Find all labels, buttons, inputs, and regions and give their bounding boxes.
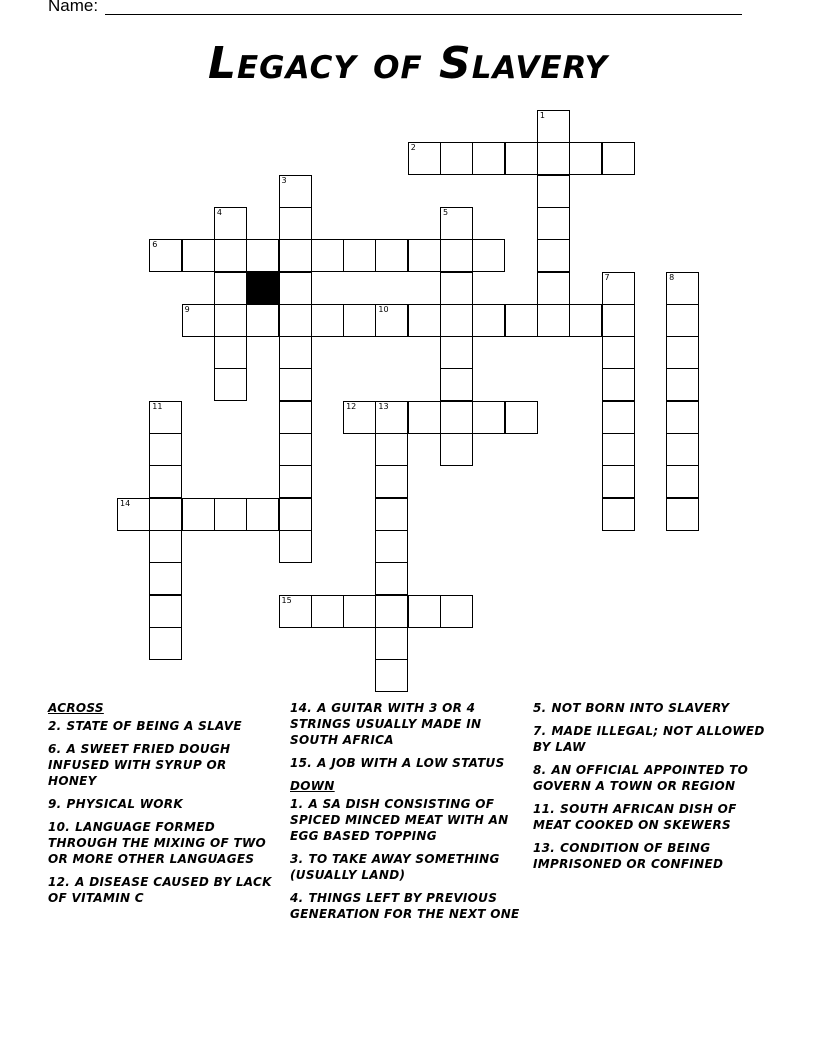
grid-cell[interactable] — [666, 401, 699, 434]
grid-cell[interactable] — [440, 207, 473, 240]
grid-cell[interactable] — [149, 433, 182, 466]
grid-cell[interactable] — [375, 239, 408, 272]
grid-cell[interactable] — [279, 304, 312, 337]
grid-cell[interactable] — [440, 336, 473, 369]
grid-cell[interactable] — [149, 239, 182, 272]
grid-cell[interactable] — [279, 530, 312, 563]
grid-cell[interactable] — [214, 272, 247, 305]
grid-cell[interactable] — [408, 304, 441, 337]
grid-cell[interactable] — [666, 304, 699, 337]
clue — [48, 819, 278, 867]
clue-text: A GUITAR WITH 3 OR 4 STRINGS USUALLY MADE IN SOUTH AFRICA — [290, 701, 482, 747]
grid-cell[interactable] — [246, 304, 279, 337]
grid-cell[interactable] — [440, 239, 473, 272]
clue-text: THINGS LEFT BY PREVIOUS GENERATION FOR THE NEXT ONE — [290, 891, 520, 921]
clue — [533, 762, 773, 794]
clue-number: 9. — [48, 797, 62, 811]
clue-number: 15. — [290, 756, 313, 770]
grid-cell[interactable] — [666, 272, 699, 305]
grid-cell[interactable] — [602, 368, 635, 401]
grid-cell[interactable] — [472, 401, 505, 434]
grid-cell[interactable] — [246, 239, 279, 272]
clue-number: 7 — [604, 272, 610, 282]
clue-number: 13. — [533, 841, 556, 855]
grid-cell[interactable] — [182, 498, 215, 531]
grid-cell[interactable] — [666, 465, 699, 498]
clue-text: A JOB WITH A LOW STATUS — [317, 756, 505, 770]
clue-text: A SA DISH CONSISTING OF SPICED MINCED MEAT WITH AN EGG BASED TOPPING — [290, 797, 509, 843]
grid-cell[interactable] — [505, 401, 538, 434]
grid-cell[interactable] — [279, 433, 312, 466]
grid-cell[interactable] — [375, 659, 408, 692]
grid-cell[interactable] — [214, 498, 247, 531]
grid-cell[interactable] — [375, 562, 408, 595]
clue — [290, 851, 526, 883]
grid-cell[interactable] — [666, 336, 699, 369]
clue-number: 11. — [533, 802, 556, 816]
clue-number: 15 — [281, 595, 292, 605]
clue-number: 10 — [378, 304, 389, 314]
grid-cell[interactable] — [279, 336, 312, 369]
clue-number: 1. — [290, 797, 304, 811]
clue-number: 6. — [48, 742, 62, 756]
grid-cell[interactable] — [375, 304, 408, 337]
clue-text: STATE OF BEING A SLAVE — [66, 719, 242, 733]
grid-cell[interactable] — [279, 368, 312, 401]
clue-number: 1 — [539, 111, 545, 120]
grid-cell[interactable] — [602, 272, 635, 305]
clue — [533, 801, 773, 833]
clue-text: A DISEASE CAUSED BY LACK OF VITAMIN C — [48, 875, 272, 905]
grid-cell[interactable] — [666, 368, 699, 401]
clue — [533, 700, 773, 716]
clue — [290, 890, 526, 922]
grid-cell[interactable] — [537, 207, 570, 240]
grid-cell[interactable] — [149, 465, 182, 498]
grid-cell[interactable] — [440, 433, 473, 466]
grid-cell[interactable] — [537, 175, 570, 208]
grid-cell[interactable] — [311, 239, 344, 272]
grid-cell[interactable] — [149, 401, 182, 434]
grid-cell[interactable] — [149, 562, 182, 595]
grid-cell[interactable] — [149, 498, 182, 531]
grid-cell[interactable] — [537, 110, 570, 143]
clue-text: NOT BORN INTO SLAVERY — [551, 701, 730, 715]
grid-cell[interactable] — [343, 304, 376, 337]
grid-cell[interactable] — [279, 465, 312, 498]
grid-cell[interactable] — [472, 239, 505, 272]
clue-number: 7. — [533, 724, 547, 738]
grid-cell[interactable] — [408, 142, 441, 175]
clue-number: 2. — [48, 719, 62, 733]
clue-text: CONDITION OF BEING IMPRISONED OR CONFINED — [533, 841, 724, 871]
clue-number: 12. — [48, 875, 71, 889]
down-heading: DOWN — [290, 779, 335, 793]
grid-cell[interactable] — [666, 498, 699, 531]
clue — [48, 874, 278, 906]
clue-number: 4. — [290, 891, 304, 905]
grid-cell[interactable] — [343, 401, 376, 434]
grid-cell[interactable] — [279, 207, 312, 240]
grid-cell[interactable] — [440, 142, 473, 175]
grid-cell[interactable] — [537, 142, 570, 175]
clues-column-3 — [533, 700, 773, 879]
grid-cell[interactable] — [375, 530, 408, 563]
page-title: Legacy of Slavery — [207, 38, 609, 89]
grid-cell[interactable] — [149, 627, 182, 660]
grid-cell[interactable] — [149, 530, 182, 563]
clue-number: 5. — [533, 701, 547, 715]
clue-number: 6 — [152, 240, 158, 250]
clue-number: 9 — [184, 304, 190, 314]
clue — [290, 700, 526, 748]
clue — [533, 723, 773, 755]
clue — [290, 755, 526, 771]
grid-cell[interactable] — [214, 368, 247, 401]
grid-cell[interactable] — [408, 595, 441, 628]
grid-cell[interactable] — [214, 304, 247, 337]
clue-text: TO TAKE AWAY SOMETHING (USUALLY LAND) — [290, 852, 500, 882]
clue-number: 3. — [290, 852, 304, 866]
clue — [48, 796, 278, 812]
clue-text: AN OFFICIAL APPOINTED TO GOVERN A TOWN OR REGION — [533, 763, 749, 793]
clue-text: MADE ILLEGAL; NOT ALLOWED BY LAW — [533, 724, 765, 754]
clue-number: 5 — [443, 207, 449, 217]
grid-cell[interactable] — [375, 627, 408, 660]
grid-cell[interactable] — [311, 595, 344, 628]
grid-cell[interactable] — [440, 304, 473, 337]
name-label: Name: — [48, 0, 99, 15]
grid-cell[interactable] — [602, 465, 635, 498]
block-cell — [246, 272, 279, 305]
grid-cell[interactable] — [569, 304, 602, 337]
grid-cell[interactable] — [602, 498, 635, 531]
grid-cell[interactable] — [246, 498, 279, 531]
grid-cell[interactable] — [537, 304, 570, 337]
grid-cell[interactable] — [602, 401, 635, 434]
grid-cell[interactable] — [440, 595, 473, 628]
clue-number: 11 — [152, 401, 163, 411]
clue-number: 14 — [120, 498, 131, 508]
grid-cell[interactable] — [182, 239, 215, 272]
grid-cell[interactable] — [602, 336, 635, 369]
grid-cell[interactable] — [311, 304, 344, 337]
grid-cell[interactable] — [343, 595, 376, 628]
clue-number: 10. — [48, 820, 71, 834]
grid-cell[interactable] — [537, 272, 570, 305]
grid-cell[interactable] — [375, 595, 408, 628]
grid-cell[interactable] — [117, 498, 150, 531]
grid-cell[interactable] — [505, 142, 538, 175]
clue-number: 12 — [346, 401, 357, 411]
clue-number: 8 — [669, 272, 675, 282]
clue-text: SOUTH AFRICAN DISH OF MEAT COOKED ON SKEWERS — [533, 802, 737, 832]
grid-cell[interactable] — [440, 401, 473, 434]
clue-text: PHYSICAL WORK — [66, 797, 183, 811]
grid-cell[interactable] — [375, 433, 408, 466]
grid-cell[interactable] — [666, 433, 699, 466]
grid-cell[interactable] — [602, 433, 635, 466]
grid-cell[interactable] — [569, 142, 602, 175]
grid-cell[interactable] — [214, 239, 247, 272]
grid-cell[interactable] — [440, 272, 473, 305]
clue-number: 3 — [281, 175, 287, 185]
grid-cell[interactable] — [375, 498, 408, 531]
grid-cell[interactable] — [279, 272, 312, 305]
grid-cell[interactable] — [279, 401, 312, 434]
grid-cell[interactable] — [279, 498, 312, 531]
grid-cell[interactable] — [537, 239, 570, 272]
grid-cell[interactable] — [472, 304, 505, 337]
clue-number: 13 — [378, 401, 389, 411]
grid-cell[interactable] — [279, 239, 312, 272]
clue-text: LANGUAGE FORMED THROUGH THE MIXING OF TWO OR MORE OTHER LANGUAGES — [48, 820, 266, 866]
grid-cell[interactable] — [343, 239, 376, 272]
grid-cell[interactable] — [182, 304, 215, 337]
clue-number: 14. — [290, 701, 313, 715]
clue-number: 8. — [533, 763, 547, 777]
clue-text: A SWEET FRIED DOUGH INFUSED WITH SYRUP OR HONEY — [48, 742, 231, 788]
across-heading: ACROSS — [48, 701, 104, 715]
clues-column-1 — [48, 700, 278, 913]
grid-cell[interactable] — [408, 401, 441, 434]
clue-number: 4 — [216, 207, 222, 217]
grid-cell[interactable] — [279, 595, 312, 628]
grid-cell[interactable] — [375, 401, 408, 434]
grid-cell[interactable] — [408, 239, 441, 272]
clue — [533, 840, 773, 872]
grid-cell[interactable] — [440, 368, 473, 401]
grid-cell[interactable] — [602, 304, 635, 337]
clue — [48, 718, 278, 734]
clue-number: 2 — [410, 143, 416, 153]
grid-cell[interactable] — [602, 142, 635, 175]
grid-cell[interactable] — [279, 175, 312, 208]
grid-cell[interactable] — [214, 207, 247, 240]
grid-cell[interactable] — [149, 595, 182, 628]
grid-cell[interactable] — [214, 336, 247, 369]
clues-column-2 — [290, 700, 526, 929]
grid-cell[interactable] — [472, 142, 505, 175]
grid-cell[interactable] — [505, 304, 538, 337]
clue — [290, 796, 526, 844]
grid-cell[interactable] — [375, 465, 408, 498]
clue — [48, 741, 278, 789]
